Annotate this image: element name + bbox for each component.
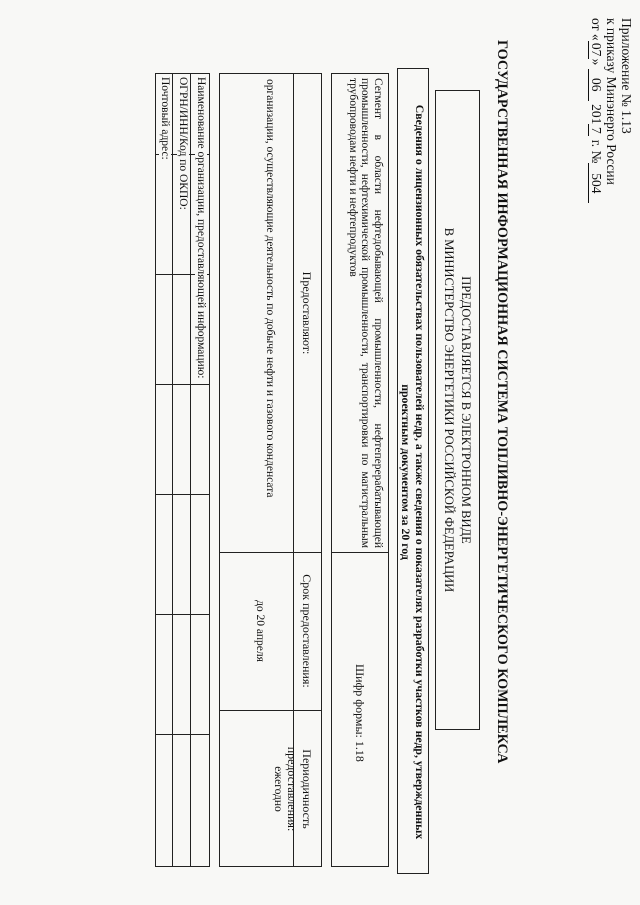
order-month: 06 <box>588 69 604 101</box>
col-divider-c <box>156 384 209 385</box>
order-year-digit: 7 <box>588 124 604 136</box>
address-label: Почтовый адрес: <box>159 77 171 164</box>
row-divider-2 <box>172 74 173 866</box>
info-table <box>219 73 322 867</box>
provided-box <box>435 90 480 730</box>
order-number: 504 <box>588 163 604 203</box>
organization-details-table <box>155 73 210 867</box>
order-suffix: г. № <box>589 136 604 164</box>
segment-divider <box>332 552 388 553</box>
org-name-label: Наименование организации, предоставляющей информацию: <box>195 77 207 383</box>
order-prefix: от « <box>589 18 604 41</box>
ogrn-label: ОГРН/ИНН/Код по ОКПО: <box>177 77 189 214</box>
page-title: ГОСУДАРСТВЕННАЯ ИНФОРМАЦИОННАЯ СИСТЕМА ТОПЛИВНО-ЭНЕРГЕТИЧЕСКОГО КОМПЛЕКСА <box>494 40 510 764</box>
row-divider-1 <box>190 74 191 866</box>
provided-line-2: В МИНИСТЕРСТВО ЭНЕРГЕТИКИ РОССИЙСКОЙ ФЕДЕРАЦИИ <box>442 227 456 593</box>
col-divider-d <box>156 494 209 495</box>
order-year-prefix: 201 <box>589 100 604 125</box>
col-divider-e <box>156 614 209 615</box>
cell-provider: организации, осуществляющие деятельность по добыче нефти и газового конденсата <box>264 79 276 498</box>
header-provider: Предоставляют: <box>300 271 314 355</box>
appendix-line-2: к приказу Минэнерго России <box>604 18 619 185</box>
order-mid: » <box>589 58 604 69</box>
segment-description: Сегмент в области нефтедобывающей промышленности, нефтеперерабатывающей промышленности, нефтехимической промышленности, транспортировки по магистральным трубопроводам нефти и нефтепродуктов <box>347 78 384 548</box>
info-line-2: проектным документом за 20 год <box>399 384 413 560</box>
appendix-line-1: Приложение № 1.13 <box>619 18 634 134</box>
appendix-block <box>588 18 634 218</box>
segment-box <box>331 73 389 867</box>
order-date-line <box>588 18 604 218</box>
cell-frequency: ежегодно <box>272 766 284 812</box>
form-code: Шифр формы: 1.18 <box>353 664 367 762</box>
header-deadline: Срок предоставления: <box>300 574 314 688</box>
col-divider-f <box>156 734 209 735</box>
order-day: 07 <box>588 41 604 59</box>
cell-deadline: до 20 апреля <box>254 600 266 662</box>
provided-line-1: ПРЕДОСТАВЛЯЕТСЯ В ЭЛЕКТРОННОМ ВИДЕ <box>459 276 473 544</box>
info-line-1: Сведения о лицензионных обязательствах пользователей недр, а также сведения о показателях разработки участков недр, утвержденных <box>413 104 427 840</box>
header-frequency: Периодичность предоставления: <box>285 746 314 832</box>
info-box <box>397 68 429 874</box>
